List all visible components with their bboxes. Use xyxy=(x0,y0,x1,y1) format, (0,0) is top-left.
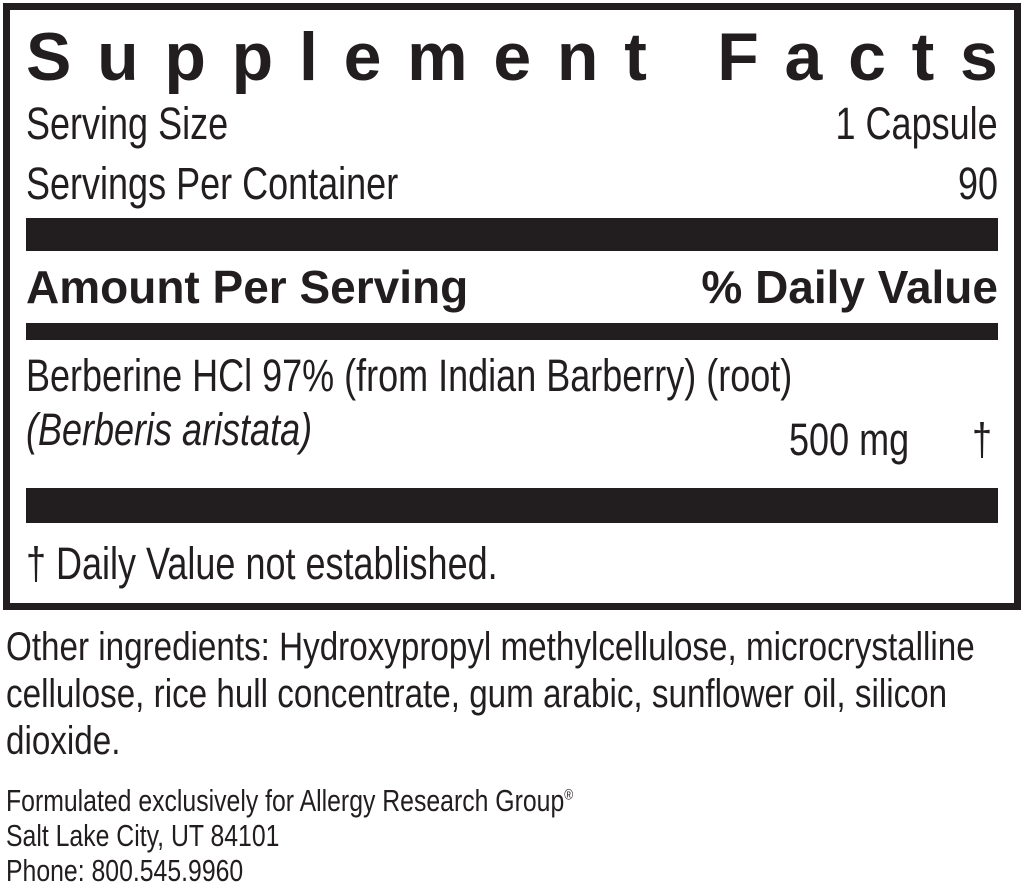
distributor-line-formulated xyxy=(6,783,820,818)
ingredient-amount: 500 mg xyxy=(788,414,909,465)
other-ingredients-line: dioxide. xyxy=(6,719,121,763)
footnote-row xyxy=(26,538,998,589)
other-ingredients-paragraph xyxy=(6,624,1024,765)
divider-bar-thick-bottom xyxy=(26,488,998,523)
distributor-line-phone: Phone: 800.545.9960 xyxy=(6,853,244,888)
panel-title: S u p p l e m e n t F a c t s xyxy=(26,19,998,95)
ingredient-amount-group xyxy=(759,414,992,466)
supplement-facts-panel xyxy=(3,3,1021,610)
distributor-block xyxy=(6,783,1024,888)
distributor-line-city: Salt Lake City, UT 84101 xyxy=(6,818,280,853)
serving-size-label: Serving Size xyxy=(26,98,229,149)
daily-value-dagger-symbol: † xyxy=(971,414,992,465)
servings-per-container-label: Servings Per Container xyxy=(26,158,399,209)
serving-size-value: 1 Capsule xyxy=(835,98,998,149)
ingredient-latin-name: (Berberis aristata) xyxy=(26,404,313,455)
amount-per-serving-heading: Amount Per Serving xyxy=(26,261,469,313)
daily-value-footnote: † Daily Value not established. xyxy=(26,538,498,589)
amount-per-serving-header-row xyxy=(26,259,998,315)
divider-bar-thick xyxy=(26,218,998,251)
serving-size-row xyxy=(26,94,998,154)
other-ingredients-line: Other ingredients: Hydroxypropyl methylcellulose, microcrystalline xyxy=(6,625,975,669)
registered-trademark-symbol: ® xyxy=(564,786,574,804)
divider-bar-medium xyxy=(26,323,998,340)
distributor-line-formulated-text: Formulated exclusively for Allergy Research Group xyxy=(6,783,565,818)
ingredient-name-line2-row xyxy=(26,402,998,465)
ingredient-name-line1 xyxy=(26,350,998,402)
other-ingredients-line: cellulose, rice hull concentrate, gum arabic, sunflower oil, silicon xyxy=(6,672,948,716)
ingredient-name-text: Berberine HCl 97% (from Indian Barberry) (root) xyxy=(26,350,793,401)
servings-per-container-value: 90 xyxy=(957,158,998,209)
servings-per-container-row xyxy=(26,154,998,214)
percent-daily-value-heading: % Daily Value xyxy=(701,261,998,313)
